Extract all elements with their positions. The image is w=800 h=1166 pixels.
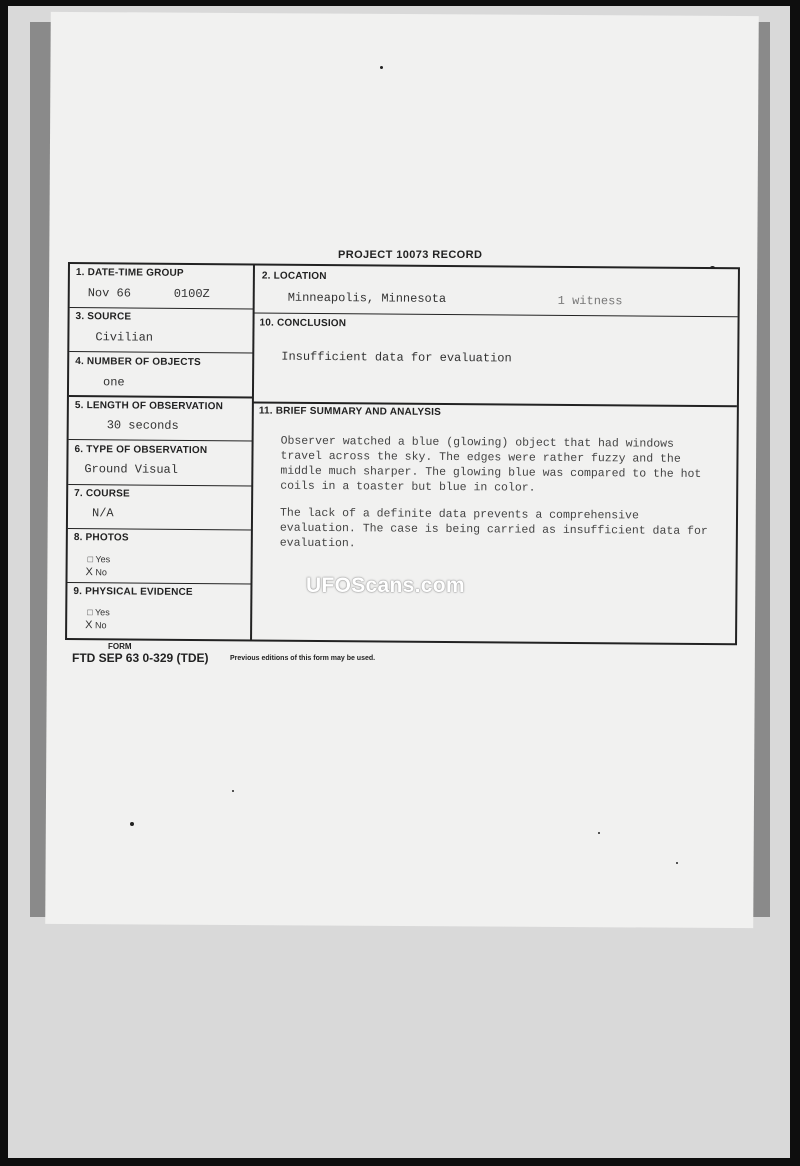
summary-paragraph-2: The lack of a definite data prevents a comprehensive evaluation. The case is being carried as insufficient data for evaluation. — [279, 506, 708, 551]
form-title: PROJECT 10073 RECORD — [338, 249, 483, 261]
witness-count: 1 witness — [557, 293, 623, 309]
row-divider — [69, 395, 253, 398]
dust-speck — [380, 66, 383, 69]
physical-yes — [87, 607, 110, 617]
time-value: 0100Z — [173, 286, 210, 302]
dust-speck — [130, 822, 134, 826]
checkbox-icon: □ — [87, 607, 93, 618]
course-label: 7. COURSE — [74, 488, 130, 500]
date-time-label: 1. DATE-TIME GROUP — [75, 267, 184, 279]
physical-no — [85, 619, 106, 631]
watermark: UFOScans.com — [306, 574, 465, 597]
form-word: FORM — [108, 642, 132, 651]
physical-yes-label: Yes — [94, 607, 110, 618]
num-objects-label: 4. NUMBER OF OBJECTS — [75, 356, 201, 369]
summary-label: 11. BRIEF SUMMARY AND ANALYSIS — [258, 405, 442, 418]
photos-no — [86, 566, 107, 578]
course-value: N/A — [91, 506, 114, 521]
photos-no-label: No — [95, 567, 107, 578]
checkmark-x-icon: X — [85, 619, 93, 632]
form-id: FTD SEP 63 0-329 (TDE) — [72, 651, 209, 665]
checkbox-icon: □ — [87, 554, 94, 565]
source-label: 3. SOURCE — [75, 311, 132, 323]
row-divider — [68, 528, 252, 530]
row-divider — [68, 484, 252, 486]
dust-speck — [676, 862, 678, 864]
source-value: Civilian — [95, 330, 154, 345]
location-value: Minneapolis, Minnesota — [287, 290, 447, 306]
type-label: 6. TYPE OF OBSERVATION — [74, 444, 208, 457]
type-value: Ground Visual — [84, 462, 179, 477]
physical-no-label: No — [94, 620, 107, 631]
row-divider — [69, 351, 253, 353]
dust-speck — [232, 790, 234, 792]
photos-label: 8. PHOTOS — [73, 532, 129, 544]
num-objects-value: one — [103, 375, 125, 390]
summary-paragraph-1: Observer watched a blue (glowing) object that had windows travel across the sky. The edges were rather fuzzy and the middle much sharper. The glowing blue was compared to the hot coils in a toaster but blue in color. — [280, 434, 702, 495]
conclusion-value: Insufficient data for evaluation — [281, 349, 512, 366]
row-divider — [67, 582, 251, 584]
conclusion-label: 10. CONCLUSION — [259, 317, 347, 330]
row-divider — [254, 312, 738, 317]
length-label: 5. LENGTH OF OBSERVATION — [74, 400, 224, 413]
location-label: 2. LOCATION — [261, 270, 327, 283]
length-value: 30 seconds — [106, 418, 179, 433]
summary-text — [280, 434, 721, 566]
row-divider — [69, 439, 253, 441]
checkmark-x-icon: X — [85, 566, 93, 579]
form-note: Previous editions of this form may be used. — [230, 655, 376, 662]
date-value: Nov 66 — [87, 286, 132, 301]
physical-evidence-label: 9. PHYSICAL EVIDENCE — [73, 586, 193, 598]
photos-yes — [88, 554, 111, 564]
photos-yes-label: Yes — [95, 554, 111, 565]
dust-speck — [598, 832, 600, 834]
row-divider — [70, 307, 254, 309]
